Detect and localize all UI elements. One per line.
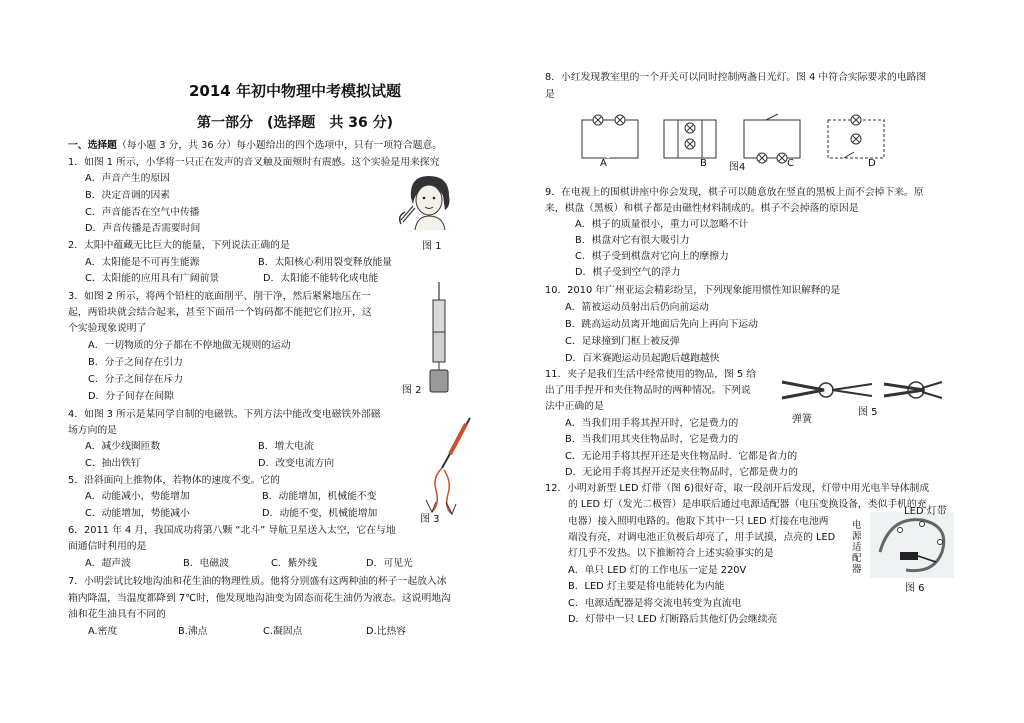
q5-option-c: C．动能增加，势能减小	[85, 508, 190, 519]
q6-option-a: A．超声波	[85, 558, 131, 569]
spring-label: 弹簧	[792, 414, 812, 425]
q4-line-1: 4．如图 3 所示是某同学自制的电磁铁。下列方法中能改变电磁铁外部磁	[68, 409, 381, 420]
figure-2-label: 图 2	[402, 385, 422, 396]
q3-option-d: D．分子间存在间隙	[88, 391, 174, 402]
figure-1-label: 图 1	[422, 241, 442, 252]
q9-line-1: 9．在电视上的围棋讲座中你会发现，棋子可以随意放在竖直的黑板上而不会掉下来。原	[545, 187, 924, 198]
circuit-a	[582, 115, 638, 158]
q7-option-b: B.沸点	[178, 626, 208, 637]
q3-line-3: 个实验现象说明了	[68, 323, 147, 334]
q10-stem: 10．2010 年广州亚运会精彩纷呈，下列现象能用惯性知识解释的是	[545, 285, 841, 296]
circuit-a-label: A	[600, 158, 607, 169]
q7-option-d: D.比热容	[366, 626, 407, 637]
section-title: 第一部分 (选择题 共 36 分)	[196, 115, 394, 131]
q4-line-2: 场方向的是	[68, 425, 117, 436]
q1-option-d: D．声音传播是否需要时间	[85, 223, 201, 234]
q6-line-1: 6．2011 年 4 月，我国成功将第八颗 “北斗” 导航卫星送入太空，它在与地	[68, 525, 396, 536]
q7-line-1: 7．小明尝试比较地沟油和花生油的物理性质。他将分别盛有这两种油的杯子一起放入冰	[68, 576, 447, 587]
girl-tuning-fork-figure	[395, 170, 457, 232]
q4-option-c: C．抽出铁钉	[85, 458, 141, 469]
circuit-d-label: D	[868, 158, 876, 169]
figure-3-label: 图 3	[420, 514, 440, 525]
q11-line-3: 法中正确的是	[545, 401, 604, 412]
q11-option-c: C．无论用手将其捏开还是夹住物品时．它都是省力的	[565, 451, 798, 462]
section-intro-lead: 一、选择题	[68, 140, 117, 151]
q1-option-a: A．声音产生的原因	[85, 173, 171, 184]
q1-option-b: B．决定音调的因素	[85, 190, 171, 201]
power-adapter-label: 电源适配器	[852, 520, 862, 575]
q8-line-2: 是	[545, 89, 555, 100]
led-strip-figure	[870, 512, 954, 578]
q5-option-a: A．动能减小，势能增加	[85, 491, 190, 502]
q9-option-c: C．棋子受到棋盘对它向上的摩擦力	[575, 251, 729, 262]
q9-option-b: B．棋盘对它有很大吸引力	[575, 235, 690, 246]
q3-option-c: C．分子之间存在斥力	[88, 374, 184, 385]
page-title: 2014 年初中物理中考模拟试题	[189, 82, 401, 100]
q3-option-a: A．一切物质的分子都在不停地做无规则的运动	[88, 340, 291, 351]
q3-option-b: B．分子之间存在引力	[88, 357, 183, 368]
q12-option-b: B．LED 灯主要是将电能转化为内能	[568, 581, 725, 592]
q8-line-1: 8．小红发现教室里的一个开关可以同时控制两盏日光灯。图 4 中符合实际要求的电路图	[545, 72, 927, 83]
circuit-c	[744, 114, 800, 163]
q3-line-2: 起，两铅块就会结合起来，甚至下面吊一个钩码都不能把它们拉开，这	[68, 307, 372, 318]
circuit-b	[664, 120, 716, 158]
figure-4-label: 图4	[729, 162, 746, 173]
q2-option-d: D．太阳能不能转化成电能	[263, 273, 379, 284]
q10-option-a: A．箭被运动员射出后仍向前运动	[565, 302, 709, 313]
q5-option-b: B．动能增加，机械能不变	[262, 491, 377, 502]
q6-line-2: 面通信时利用的是	[68, 541, 147, 552]
q4-option-d: D．改变电流方向	[258, 458, 335, 469]
q12-line-1: 12．小明对新型 LED 灯带（图 6)很好奇，取一段剖开后发现，灯带中用光电半导体制成	[545, 483, 930, 494]
q4-option-a: A．减少线圈匝数	[85, 441, 161, 452]
q11-line-2: 出了用手捏开和夹住物品时的两种情况。下列说	[545, 385, 751, 396]
q11-option-d: D．无论用手将其捏开还是夹住物品时，它都是费力的	[565, 467, 798, 478]
lead-cylinders-figure	[424, 282, 454, 394]
q11-line-1: 11．夹子是我们生活中经常使用的物品，图 5 给	[545, 369, 757, 380]
q6-option-d: D．可见光	[366, 558, 413, 569]
q6-option-b: B．电磁波	[183, 558, 229, 569]
electromagnet-figure	[412, 416, 474, 520]
section-intro-text: （每小题 3 分，共 36 分）每小题给出的四个选项中，只有一项符合题意。	[116, 140, 443, 151]
q9-line-2: 来，棋盘（黑板）和棋子都是由磁性材料制成的。棋子不会掉落的原因是	[545, 203, 859, 214]
q2-option-b: B．太阳核心利用裂变释放能量	[258, 257, 393, 268]
q7-line-2: 箱内降温，当温度都降到 7℃时，他发现地沟油变为固态而花生油仍为液态。这说明地沟	[68, 593, 451, 604]
figure-5-label: 图 5	[858, 407, 878, 418]
q7-option-a: A.密度	[88, 626, 118, 637]
figure-6-label: 图 6	[905, 583, 925, 594]
q11-option-a: A．当我们用手将其捏开时，它是费力的	[565, 418, 739, 429]
q7-option-c: C.凝固点	[263, 626, 303, 637]
led-strip-label: LED 灯带	[904, 506, 947, 517]
q12-option-a: A．单只 LED 灯的工作电压一定是 220V	[568, 565, 747, 576]
q7-line-3: 油和花生油具有不同的	[68, 609, 166, 620]
q2-stem: 2．太阳中蕴藏无比巨大的能量，下列说法正确的是	[68, 240, 290, 251]
q12-line-5: 灯几乎不发热。以下推断符合上述实验事实的是	[568, 548, 774, 559]
q6-option-c: C．紫外线	[271, 558, 318, 569]
q12-line-4: 端没有亮，对调电池正负极后却亮了，用手试摸，点亮的 LED	[568, 532, 836, 543]
q10-option-c: C．足球撞到门框上被反弹	[565, 336, 680, 347]
q11-option-b: B．当我们用其夹住物品时，它是费力的	[565, 434, 739, 445]
q4-option-b: B．增大电流	[258, 441, 314, 452]
q12-option-d: D．灯带中一只 LED 灯断路后其他灯仍会继续亮	[568, 614, 778, 625]
circuit-c-label: C	[787, 158, 794, 169]
q5-stem: 5．沿斜面向上推物体，若物体的速度不变。它的	[68, 475, 280, 486]
circuit-d	[828, 115, 884, 158]
q9-option-d: D．棋子受到空气的浮力	[575, 267, 681, 278]
q10-option-b: B．跳高运动员离开地面后先向上再向下运动	[565, 319, 758, 330]
q5-option-d: D．动能不变，机械能增加	[262, 508, 378, 519]
q2-option-c: C．太阳能的应用具有广阔前景	[85, 273, 220, 284]
q12-line-3: 电器）接入照明电路的。他取下其中一只 LED 灯接在电池两	[568, 516, 829, 527]
q1-option-c: C．声音能否在空气中传播	[85, 207, 200, 218]
q12-option-c: C．电源适配器是将交流电转变为直流电	[568, 598, 742, 609]
q12-line-2: 的 LED 灯（发光二极管）是串联后通过电源适配器（电压变换设备，类似手机的充	[568, 499, 927, 510]
q10-option-d: D．百米赛跑运动员起跑后越跑越快	[565, 353, 720, 364]
q3-line-1: 3．如图 2 所示，将两个铅柱的底面削平、削干净，然后紧紧地压在一	[68, 291, 371, 302]
q1-stem: 1．如图 1 所示，小华将一只正在发声的音叉触及面颊时有震感。这个实验是用来探究	[68, 157, 440, 168]
q2-option-a: A．太阳能是不可再生能源	[85, 257, 200, 268]
section-intro	[68, 139, 442, 152]
circuit-b-label: B	[700, 158, 707, 169]
q9-option-a: A．棋子的质量很小，重力可以忽略不计	[575, 219, 749, 230]
